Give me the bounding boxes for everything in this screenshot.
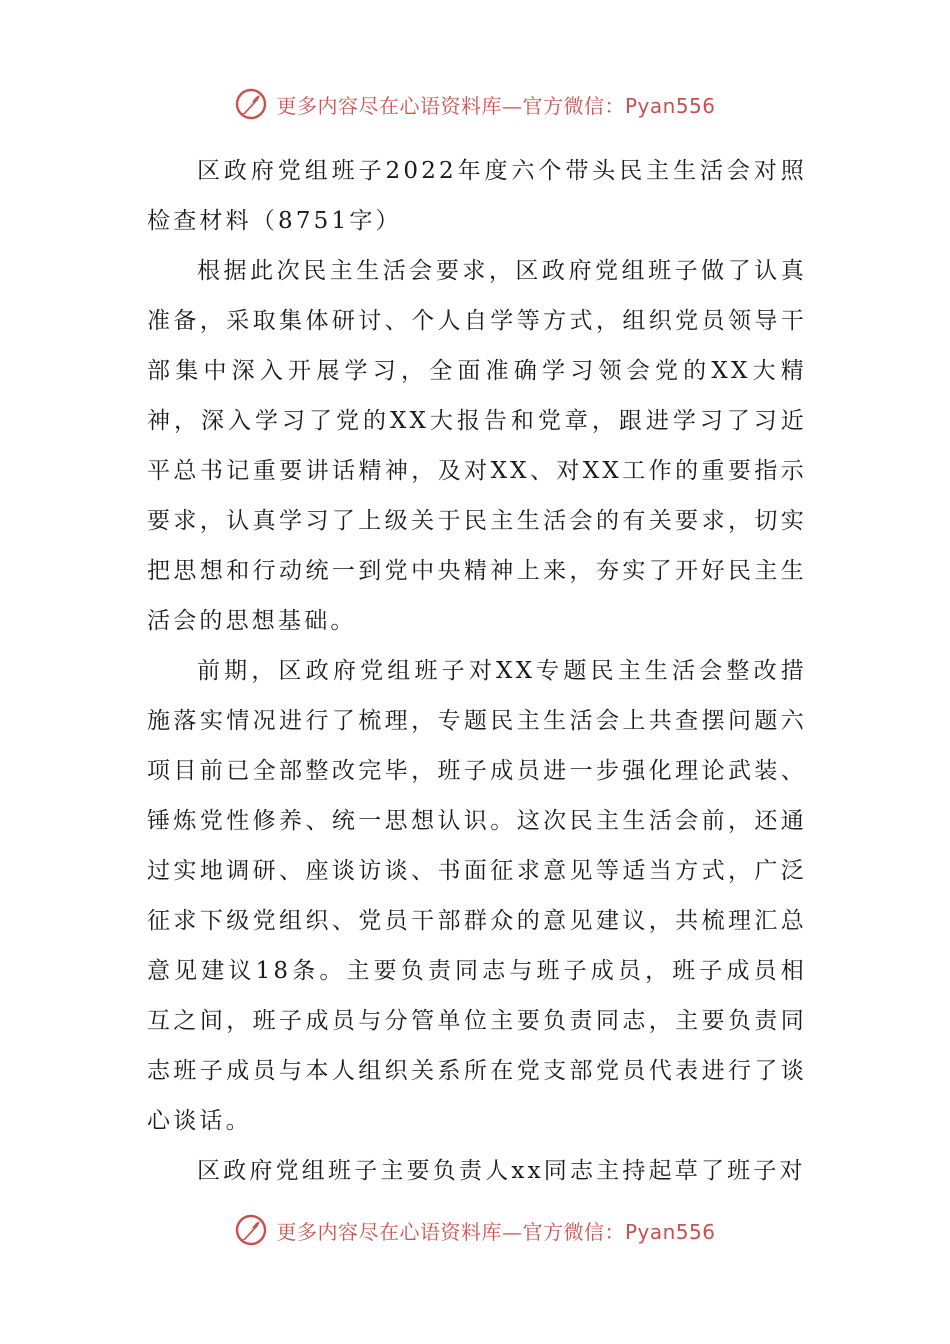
- watermark-text: 更多内容尽在心语资料库—官方微信：Pyan556: [276, 1219, 716, 1244]
- watermark-handle: Pyan556: [624, 1219, 716, 1244]
- paragraph-1: 根据此次民主生活会要求，区政府党组班子做了认真准备，采取集体研讨、个人自学等方式，组织党员领导干部集中深入开展学习，全面准确学习领会党的XX大精神，深入学习了党的XX大报告和党章，跟进学习了习近平总书记重要讲话精神，及对XX、对XX工作的重要指示要求，认真学习了上级关于民主生活会的有关要求，切实把思想和行动统一到党中央精神上来，夯实了开好民主生活会的思想基础。: [147, 258, 807, 634]
- header-watermark-banner: [0, 82, 950, 126]
- paragraph-2: 前期，区政府党组班子对XX专题民主生活会整改措施落实情况进行了梳理，专题民主生活会上共查摆问题六项目前已全部整改完毕，班子成员进一步强化理论武装、锤炼党性修养、统一思想认识。这次民主生活会前，还通过实地调研、座谈访谈、书面征求意见等适当方式，广泛征求下级党组织、党员干部群众的意见建议，共梳理汇总意见建议18条。主要负责同志与班子成员，班子成员相互之间，班子成员与分管单位主要负责同志，主要负责同志班子成员与本人组织关系所在党支部党员代表进行了谈心谈话。: [147, 658, 807, 1134]
- quill-pen-icon: [234, 87, 268, 121]
- document-title: 区政府党组班子2022年度六个带头民主生活会对照检查材料（8751字）: [147, 158, 807, 234]
- watermark-text: 更多内容尽在心语资料库—官方微信：Pyan556: [276, 93, 716, 118]
- paragraph-3: 区政府党组班子主要负责人xx同志主持起草了班子对: [197, 1158, 806, 1184]
- watermark-handle: Pyan556: [624, 93, 716, 118]
- footer-watermark-banner: [0, 1208, 950, 1252]
- document-body: [147, 146, 807, 1196]
- quill-pen-icon: [234, 1213, 268, 1247]
